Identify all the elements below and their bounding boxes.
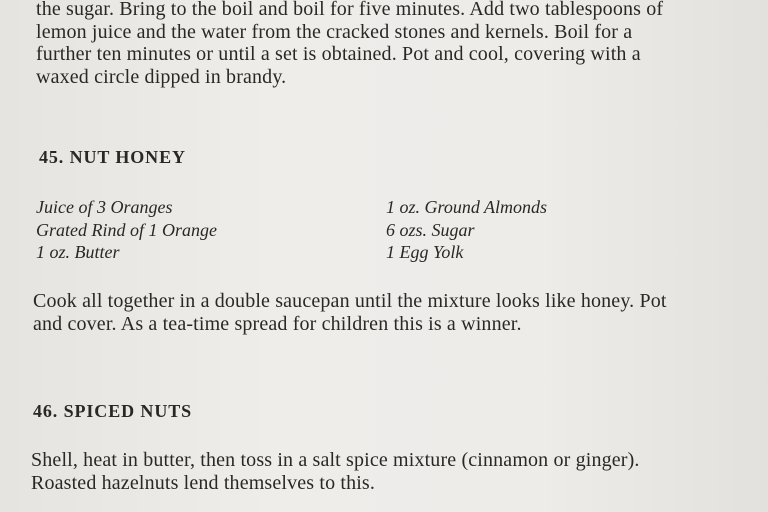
recipe-45-ingredients-right	[386, 196, 547, 264]
recipe-46-heading: 46. SPICED NUTS	[33, 401, 193, 421]
intro-paragraph	[36, 0, 736, 88]
recipe-46-method	[31, 449, 751, 494]
method-line: Cook all together in a double saucepan until the mixture looks like honey. Pot	[33, 290, 667, 312]
ingredient-item: 1 oz. Butter	[36, 242, 120, 262]
intro-line: the sugar. Bring to the boil and boil for five minutes. Add two tablespoons of	[36, 0, 664, 20]
ingredient-item: 1 oz. Ground Almonds	[386, 197, 548, 217]
recipe-45-ingredients-left	[36, 196, 217, 264]
intro-line: lemon juice and the water from the cracked stones and kernels. Boil for a	[36, 20, 633, 43]
ingredient-item: 1 Egg Yolk	[386, 242, 464, 262]
method-line: and cover. As a tea-time spread for children this is a winner.	[33, 312, 522, 335]
ingredient-item: Grated Rind of 1 Orange	[36, 219, 217, 240]
intro-line: further ten minutes or until a set is obtained. Pot and cool, covering with a	[36, 43, 641, 65]
ingredient-item: 6 ozs. Sugar	[386, 219, 475, 240]
recipe-45-method	[33, 290, 748, 335]
method-line: Shell, heat in butter, then toss in a salt spice mixture (cinnamon or ginger).	[31, 449, 640, 471]
ingredient-item: Juice of 3 Oranges	[36, 197, 173, 217]
method-line: Roasted hazelnuts lend themselves to this.	[31, 471, 376, 494]
intro-line: waxed circle dipped in brandy.	[36, 65, 287, 88]
recipe-45-heading: 45. NUT HONEY	[39, 147, 186, 167]
